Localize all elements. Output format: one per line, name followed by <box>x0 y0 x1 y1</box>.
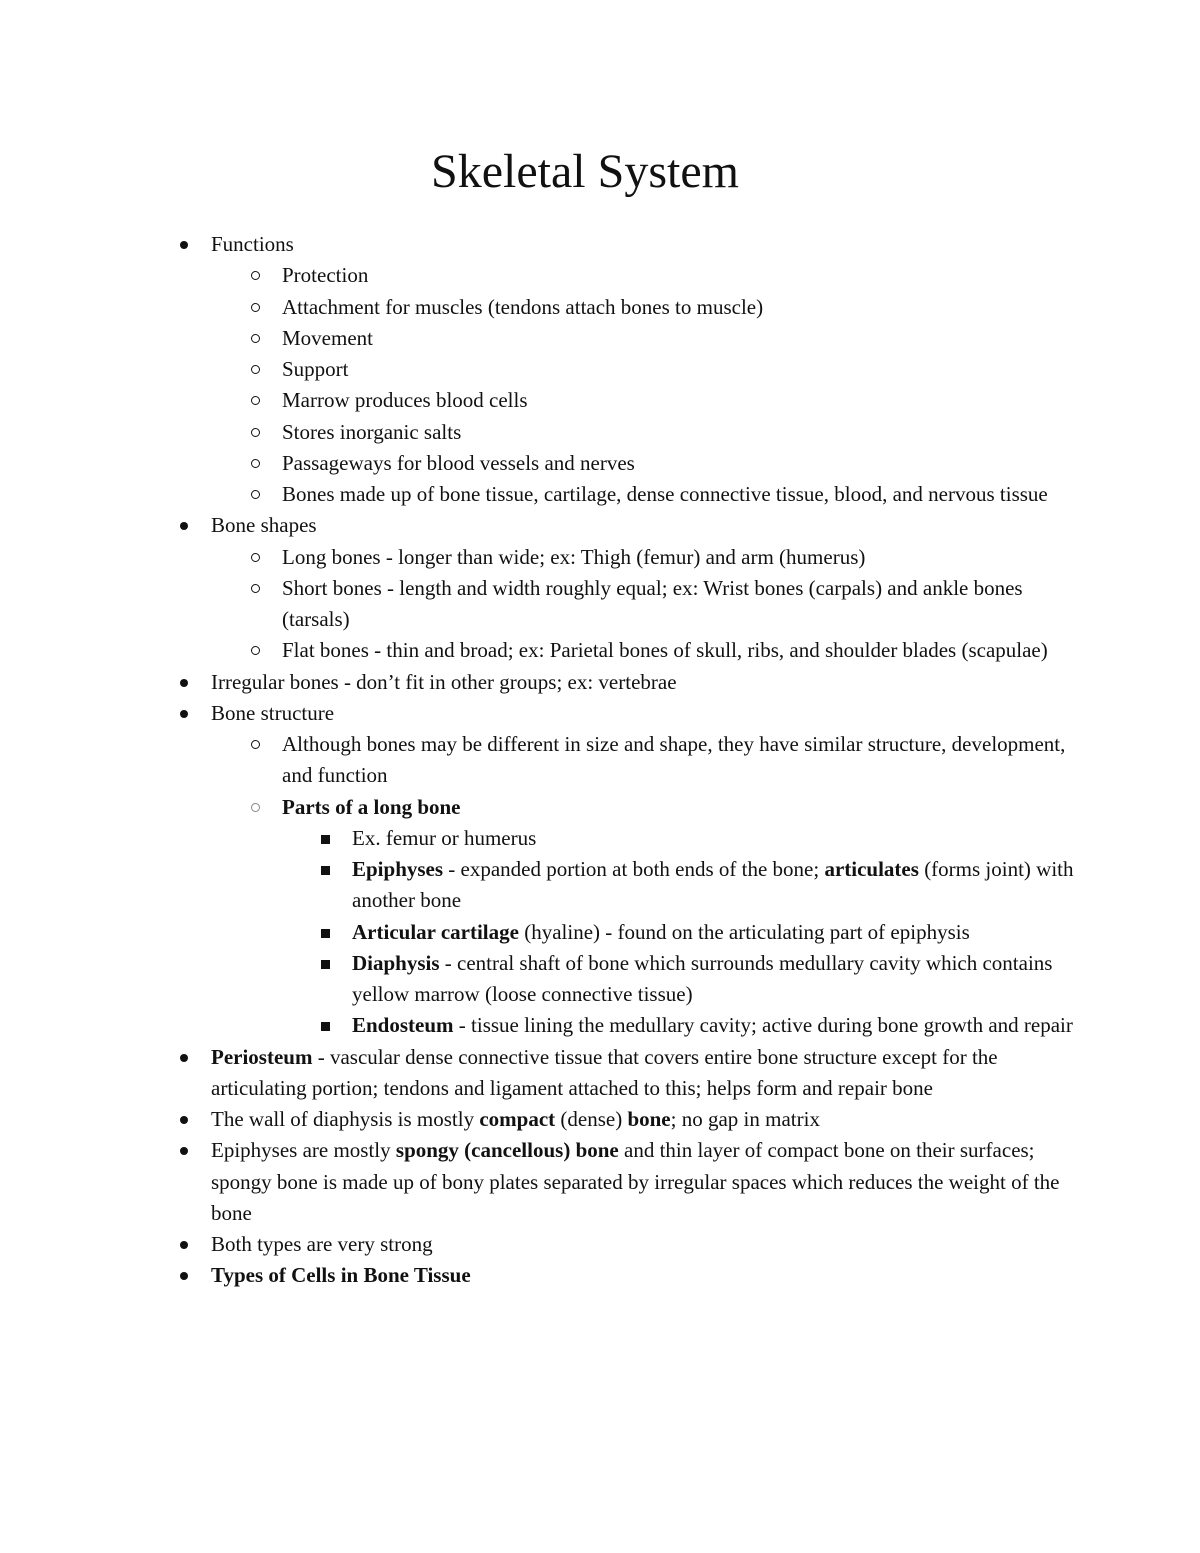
list-item-functions <box>211 229 1081 510</box>
parts-list <box>352 823 1081 1042</box>
list-item-both-strong: Both types are very strong <box>211 1229 1081 1260</box>
list-item: Movement <box>282 323 1081 354</box>
term-bone: bone <box>627 1107 671 1131</box>
list-item: Stores inorganic salts <box>282 417 1081 448</box>
term-articular-cartilage: Articular cartilage <box>352 919 519 944</box>
main-bullet-list <box>211 229 1081 1292</box>
functions-heading: Functions <box>211 232 294 256</box>
parts-heading: Parts of a long bone <box>282 794 461 819</box>
list-item: Although bones may be different in size and shape, they have similar structure, development, and function <box>282 729 1081 792</box>
body-text: ; no gap in matrix <box>670 1107 820 1131</box>
list-item: Long bones - longer than wide; ex: Thigh (femur) and arm (humerus) <box>282 542 1081 573</box>
page-title: Skeletal System <box>431 145 739 198</box>
definition-text: - expanded portion at both ends of the bone; <box>443 857 825 881</box>
body-text: The wall of diaphysis is mostly <box>211 1107 480 1131</box>
list-item: Bones made up of bone tissue, cartilage, dense connective tissue, blood, and nervous tissue <box>282 479 1081 510</box>
list-item-endosteum <box>352 1010 1081 1041</box>
list-item-parts-of-long-bone <box>282 792 1081 1042</box>
bone-structure-list <box>282 729 1081 1042</box>
body-text: and thin layer of compact bone on their surfaces; spongy bone is made up of bony plates separated by irregular spaces which reduces the weight of the bone <box>211 1138 1060 1225</box>
list-item-epiphyses <box>352 854 1081 917</box>
bone-shapes-list <box>282 542 1081 667</box>
body-text: (dense) <box>555 1107 628 1131</box>
list-item-diaphysis <box>352 948 1081 1011</box>
term-spongy-bone: spongy (cancellous) bone <box>395 1138 619 1163</box>
list-item-bone-shapes <box>211 510 1081 666</box>
term-diaphysis: Diaphysis <box>352 950 440 975</box>
list-item-cell-types <box>211 1260 1081 1291</box>
list-item: Ex. femur or humerus <box>352 823 1081 854</box>
list-item-articular-cartilage <box>352 917 1081 948</box>
bone-structure-heading: Bone structure <box>211 700 335 725</box>
term-endosteum: Endosteum <box>352 1013 454 1038</box>
body-text: Epiphyses are mostly <box>211 1138 396 1163</box>
list-item: Support <box>282 354 1081 385</box>
definition-text: - tissue lining the medullary cavity; active during bone growth and repair <box>453 1013 1073 1038</box>
functions-list <box>282 260 1081 510</box>
list-item: Marrow produces blood cells <box>282 385 1081 416</box>
bone-shapes-heading: Bone shapes <box>211 513 317 538</box>
definition-text: - vascular dense connective tissue that covers entire bone structure except for the articulating portion; tendons and ligament attached to this; helps form and repair bone <box>211 1044 998 1100</box>
term-periosteum: Periosteum <box>211 1044 313 1069</box>
list-item-epiphyses-spongy <box>211 1135 1081 1229</box>
term-epiphyses: Epiphyses <box>352 857 444 881</box>
term-compact: compact <box>479 1107 556 1131</box>
list-item-diaphysis-wall <box>211 1104 1081 1135</box>
list-item-bone-structure <box>211 698 1081 1042</box>
definition-text: (forms joint) with another bone <box>352 857 1074 913</box>
list-item-irregular-bones: Irregular bones - don’t fit in other groups; ex: vertebrae <box>211 667 1081 698</box>
list-item-periosteum <box>211 1042 1081 1105</box>
term-articulates: articulates <box>824 857 919 881</box>
list-item: Passageways for blood vessels and nerves <box>282 448 1081 479</box>
list-item: Protection <box>282 260 1081 291</box>
cell-types-heading: Types of Cells in Bone Tissue <box>211 1263 471 1288</box>
definition-text: (hyaline) - found on the articulating part of epiphysis <box>518 919 970 944</box>
definition-text: - central shaft of bone which surrounds medullary cavity which contains yellow marrow (loose connective tissue) <box>352 950 1053 1006</box>
list-item: Flat bones - thin and broad; ex: Parietal bones of skull, ribs, and shoulder blades (scapulae) <box>282 635 1081 666</box>
list-item: Attachment for muscles (tendons attach bones to muscle) <box>282 292 1081 323</box>
list-item: Short bones - length and width roughly equal; ex: Wrist bones (carpals) and ankle bones (tarsals) <box>282 573 1081 636</box>
